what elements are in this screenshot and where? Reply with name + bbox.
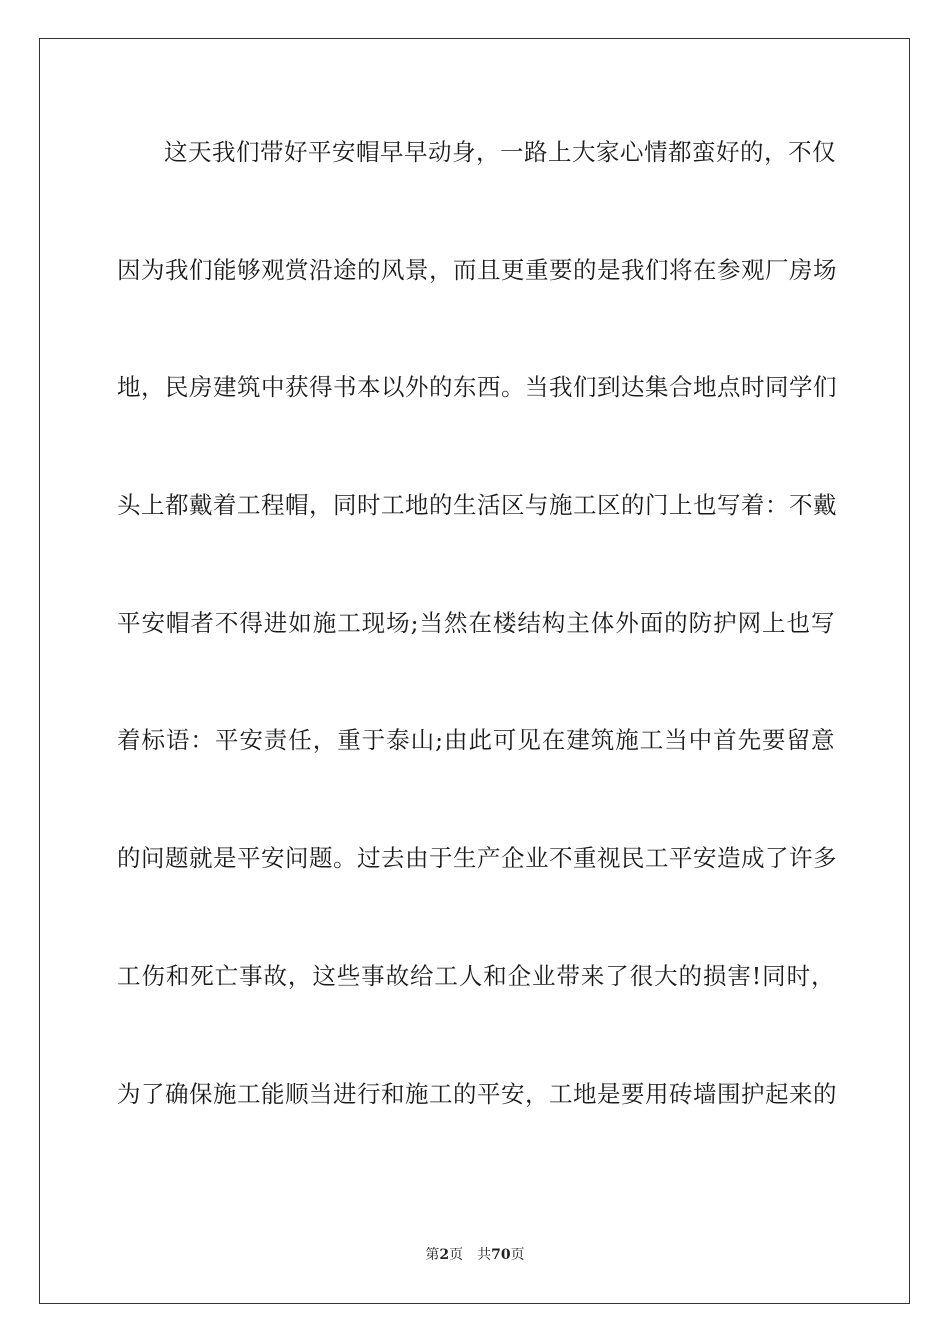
page-unit: 页: [449, 1247, 464, 1263]
total-pages: 70: [491, 1247, 511, 1263]
page-footer: [0, 1244, 950, 1264]
text-line-2: 因为我们能够观赏沿途的风景，而且更重要的是我们将在参观厂房场: [117, 255, 837, 284]
text-line-6: 着标语：平安责任，重于泰山;由此可见在建筑施工当中首先要留意: [117, 726, 835, 755]
text-line-5: 平安帽者不得进如施工现场;当然在楼结构主体外面的防护网上也写: [117, 608, 835, 637]
text-line-4: 头上都戴着工程帽，同时工地的生活区与施工区的门上也写着：不戴: [117, 491, 837, 520]
page-number: 2: [439, 1247, 450, 1263]
text-line-8: 工伤和死亡事故，这些事故给工人和企业带来了很大的损害!同时，: [117, 961, 835, 990]
page-prefix: 第: [425, 1247, 440, 1263]
text-line-3: 地，民房建筑中获得书本以外的东西。当我们到达集合地点时同学们: [117, 373, 837, 402]
document-body: [117, 128, 835, 1187]
text-line-1: 这天我们带好平安帽早早动身，一路上大家心情都蛮好的，不仅: [164, 138, 836, 166]
total-prefix: 共: [477, 1247, 492, 1263]
total-unit: 页: [510, 1247, 525, 1263]
text-line-7: 的问题就是平安问题。过去由于生产企业不重视民工平安造成了许多: [117, 844, 837, 873]
text-line-9: 为了确保施工能顺当进行和施工的平安，工地是要用砖墙围护起来的: [117, 1079, 837, 1108]
